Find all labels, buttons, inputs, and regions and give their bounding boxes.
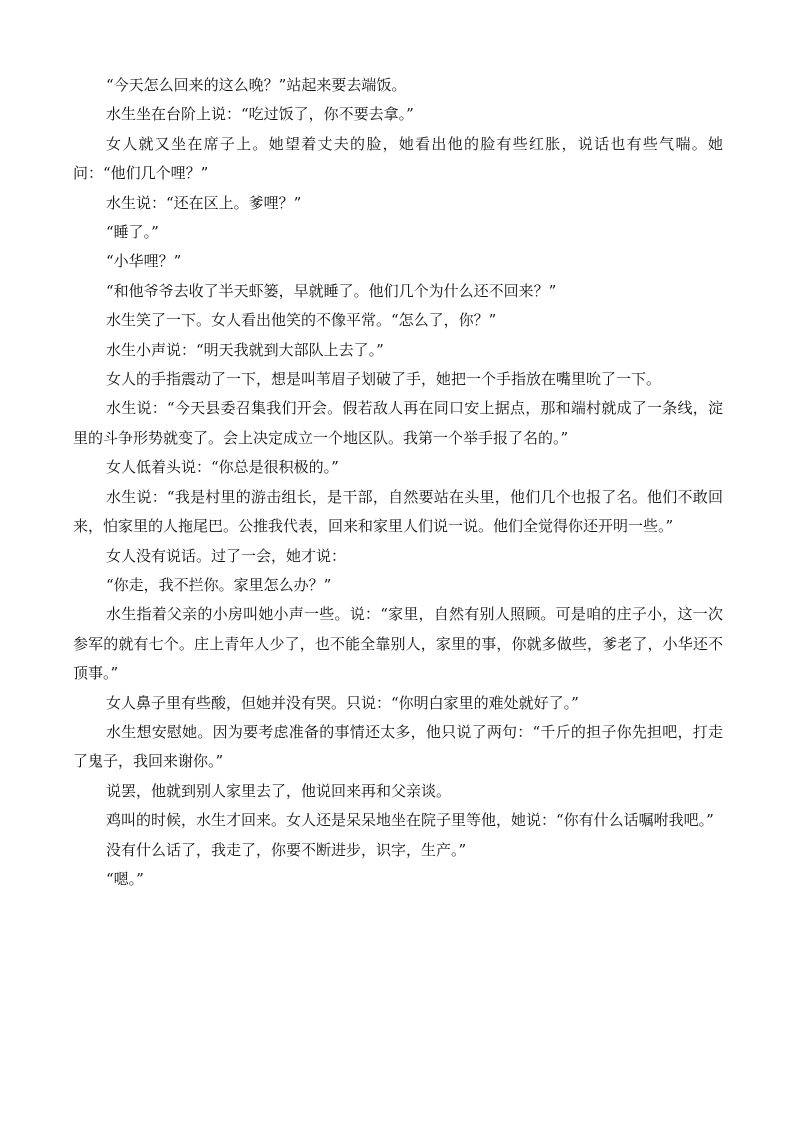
paragraph: “嗯。” [106, 869, 144, 888]
paragraph: “你走，我不拦你。家里怎么办？” [106, 575, 332, 594]
paragraph: “睡了。” [106, 223, 159, 242]
paragraph: 水生小声说：“明天我就到大部队上去了。” [106, 340, 384, 359]
paragraph: 水生指着父亲的小房叫她小声一些。说：“家里，自然有别人照顾。可是咱的庄子小，这一次参军的就有七个。庄上青年人少了，也不能全靠别人，家里的事，你就多做些，爹老了，小华还不顶事。” [73, 605, 723, 683]
paragraph: 女人没有说话。过了一会，她才说： [106, 546, 347, 565]
paragraph: 水生坐在台阶上说：“吃过饭了，你不要去拿。” [106, 105, 414, 124]
paragraph: 女人低着头说：“你总是很积极的。” [106, 458, 339, 477]
paragraph: 鸡叫的时候，水生才回来。女人还是呆呆地坐在院子里等他，她说：“你有什么话嘱咐我吧。” [106, 811, 714, 830]
paragraph: “小华哩？” [106, 252, 182, 271]
story-text [73, 71, 723, 894]
paragraph: 说罢，他就到别人家里去了，他说回来再和父亲谈。 [106, 781, 452, 800]
paragraph: 水生想安慰她。因为要考虑准备的事情还太多，他只说了两句：“千斤的担子你先担吧，打走了鬼子，我回来谢你。” [73, 722, 723, 771]
paragraph: 水生笑了一下。女人看出他笑的不像平常。“怎么了，你？” [106, 311, 497, 330]
paragraph: 女人就又坐在席子上。她望着丈夫的脸，她看出他的脸有些红胀，说话也有些气喘。她问：“他们几个哩？” [73, 134, 723, 183]
paragraph: 水生说：“今天县委召集我们开会。假若敌人再在同口安上据点，那和端村就成了一条线，淀里的斗争形势就变了。会上决定成立一个地区队。我第一个举手报了名的。” [73, 399, 723, 447]
paragraph: 水生说：“还在区上。爹哩？” [106, 193, 302, 212]
paragraph: “今天怎么回来的这么晚？”站起来要去端饭。 [106, 76, 407, 94]
paragraph: 水生说：“我是村里的游击组长，是干部，自然要站在头里，他们几个也报了名。他们不敢回来，怕家里的人拖尾巴。公推我代表，回来和家里人们说一说。他们全觉得你还开明一些。” [73, 487, 723, 536]
paragraph: 没有什么话了，我走了，你要不断进步，识字，生产。” [106, 840, 467, 859]
paragraph: 女人鼻子里有些酸，但她并没有哭。只说：“你明白家里的难处就好了。” [106, 693, 579, 712]
paragraph: “和他爷爷去收了半天虾篓，早就睡了。他们几个为什么还不回来？” [106, 281, 557, 300]
paragraph: 女人的手指震动了一下，想是叫苇眉子划破了手，她把一个手指放在嘴里吮了一下。 [106, 370, 662, 389]
